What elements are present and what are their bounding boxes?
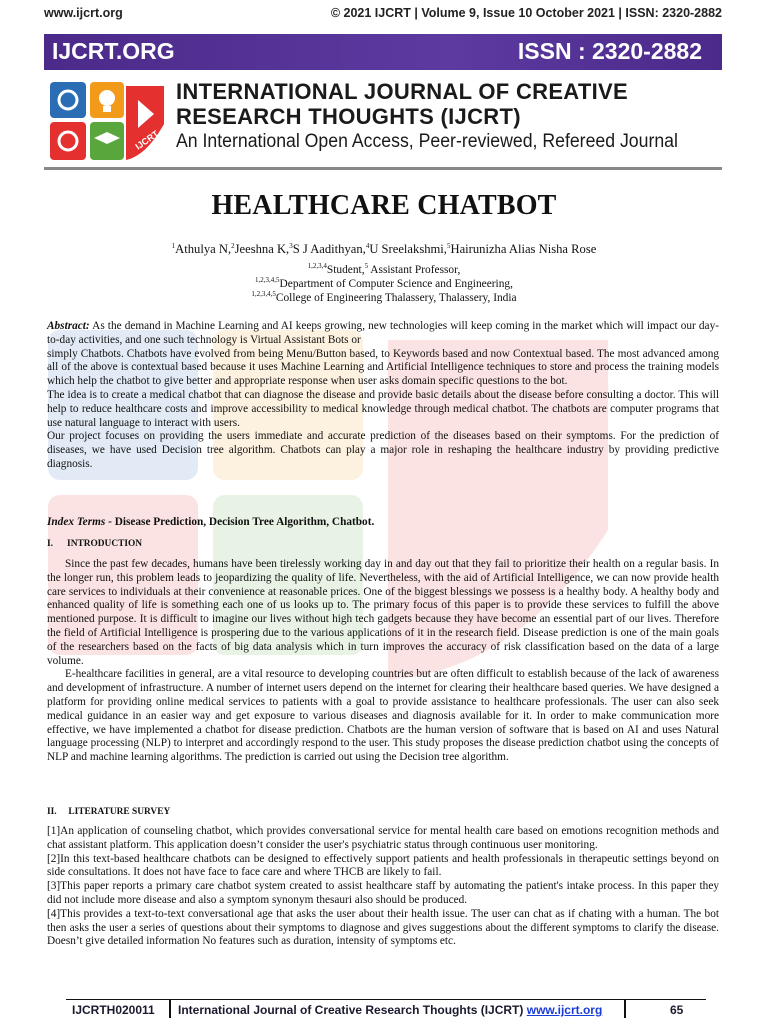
paper-code: IJCRTH020011 (72, 1003, 155, 1017)
footer-separator (169, 1000, 171, 1018)
paragraph: E-healthcare facilities in general, are a vital resource to developing countries but are often difficult to establish because of the lack of awareness and development of infrastructure. A number of internet users depend on the internet for clearing their healthcare based queries. We have designed a platform for providing online medical services to patients with a goal to provide assistance to healthcare professionals. The user can also seek medical guidance in an easier way and get exposure to various diseases and diagnosis available for it. In order to make communication more effective, we have implemented a chatbot for disease prediction. Chatbots are the human version of software that is based on AI and uses Natural language processing (NLP) to interpret and accordingly respond to the user. This study proposes the disease prediction chatbot using the concepts of NLP and machine learning algorithms. The prediction is carried out using the Decision tree algorithm. (47, 668, 719, 764)
paper-title: HEALTHCARE CHATBOT (211, 190, 557, 221)
journal-banner (44, 34, 722, 70)
affiliation-college: $^{1,2,3,4,5}$College of Engineering Thalassery, Thalassery, India (251, 290, 517, 304)
section-heading-literature-survey: II. LITERATURE SURVEY (47, 807, 171, 817)
footer-divider (66, 999, 706, 1000)
abstract: Abstract: As the demand in Machine Learning and AI keeps growing, new technologies will keep coming in the market which will impact our day-to-day activities, and one such technology is Virtual Assistant Bots or simply Chatbots. Chatbots have evolved from being Menu/Button based, to Keywords based and now Contextual based. The most advanced among all of the above is contextual based because it uses Machine Learning and Artificial Intelligence techniques to store and process the training models which help the chatbot to give better and appropriate response when user asks domain specific questions to the bot. The idea is to create a medical chatbot that can diagnose the disease and provide basic details about the disease before consulting a doctor. This will help to reduce healthcare costs and improve accessibility to medical knowledge through medical chatbot. The chatbots are computer programs that use natural language to interact with users. Our project focuses on providing the users immediate and accurate prediction of the diseases based on their symptoms. For the prediction of diseases, we have used Decision tree algorithm. Chatbots can play a major role in reshaping the healthcare industry by providing predictive diagnosis. (47, 320, 719, 470)
footer-journal: International Journal of Creative Research Thoughts (IJCRT) www.ijcrt.org (178, 1003, 603, 1017)
page-footer (66, 1003, 706, 1021)
page-number: 65 (670, 1003, 684, 1017)
header-divider (44, 167, 722, 170)
footer-separator (624, 1000, 626, 1018)
author-name: Hairunizha Alias Nisha Rose (450, 242, 597, 257)
author-name: Jeeshna K, (234, 242, 290, 257)
section-heading-introduction: I. INTRODUCTION (47, 539, 143, 549)
author-roles: $^{1,2,3,4}$Student,$^5$ Assistant Professor, (307, 262, 461, 276)
literature-survey-body (47, 825, 719, 949)
author-name: U Sreelakshmi, (369, 242, 447, 257)
paragraph: [1]An application of counseling chatbot, which provides conversational service for mental health care based on emotions recognition methods and chat assistant platform. This application doesn’t consider the user's psychiatric status through continuous user monitoring. (47, 825, 719, 851)
ijcrt-logo-icon (46, 78, 170, 164)
paragraph: Since the past few decades, humans have been tirelessly working day in and day out that they fail to prioritize their health on a regular basis. In the longer run, this problem leads to jeopardizing the quality of life. Nevertheless, with the aid of Artificial Intelligence, we can now provide health care services to individuals at their convenience at reasonable prices. One of the biggest blessings we possess is a healthy body. A healthy body and enhanced quality of life is something each one of us looks up to. The primary focus of this paper is to provide these services to fulfill the above mentioned purpose. It is difficult to imagine our lives without high tech gadgets because they have become an essential part of our lives. Therefore the field of Artificial Intelligence is prospering due to the various applications of it in the research field. Disease prediction is one of the main goals of the researchers based on the facts of big data analysis which in turn improves the accuracy of risk classification based on the data of a large volume. (47, 558, 719, 667)
index-terms: Index Terms - Disease Prediction, Decision Tree Algorithm, Chatbot. (47, 516, 375, 528)
author-name: Athulya N, (175, 242, 232, 257)
paragraph: [4]This provides a text-to-text conversational age that asks the user about their health issue. The user can chat as if chating with a human. The bot then asks the user a series of questions about their symptoms to diagnose and gives suggestions about the different symptoms to clarify the disease. Doesn’t give detailed information No features such as duration, intensity of symptoms etc. (47, 907, 719, 948)
abstract-label: Abstract: (47, 320, 90, 332)
issue-meta: © 2021 IJCRT | Volume 9, Issue 10 October 2021 | ISSN: 2320-2882 (330, 6, 722, 20)
logo-text: IJCRT (133, 128, 161, 152)
journal-title-line2: RESEARCH THOUGHTS (IJCRT) (176, 104, 521, 129)
affiliation-department: $^{1,2,3,4,5}$Department of Computer Science and Engineering, (255, 276, 513, 290)
journal-title-line1: INTERNATIONAL JOURNAL OF CREATIVE (176, 79, 628, 104)
author-list: $^1$Athulya N,$^2$Jeeshna K,$^3$S J Aadithyan,$^4$U Sreelakshmi,$^5$Hairunizha Alias Nisha Rose (171, 242, 597, 257)
running-header (44, 6, 722, 24)
introduction-body (47, 558, 719, 765)
site-url[interactable]: www.ijcrt.org (44, 6, 123, 20)
paragraph: [3]This paper reports a primary care chatbot system created to assist healthcare staff by automating the patient's intake process. In this paper they did not include more disease and also a symptom synonym thesauri also should be produced. (47, 880, 719, 906)
issn-label: ISSN : 2320-2882 (517, 38, 702, 64)
brand-label: IJCRT.ORG (52, 38, 175, 64)
author-name: S J Aadithyan, (292, 242, 366, 257)
journal-tagline: An International Open Access, Peer-reviewed, Refereed Journal (176, 131, 678, 152)
paragraph: [2]In this text-based healthcare chatbots can be designed to effectively support patients and health professionals in therapeutic settings beyond on side consultations. It does not have face to face care and where THCB are likely to fail. (47, 852, 719, 879)
footer-url-link[interactable]: www.ijcrt.org (526, 1003, 603, 1017)
